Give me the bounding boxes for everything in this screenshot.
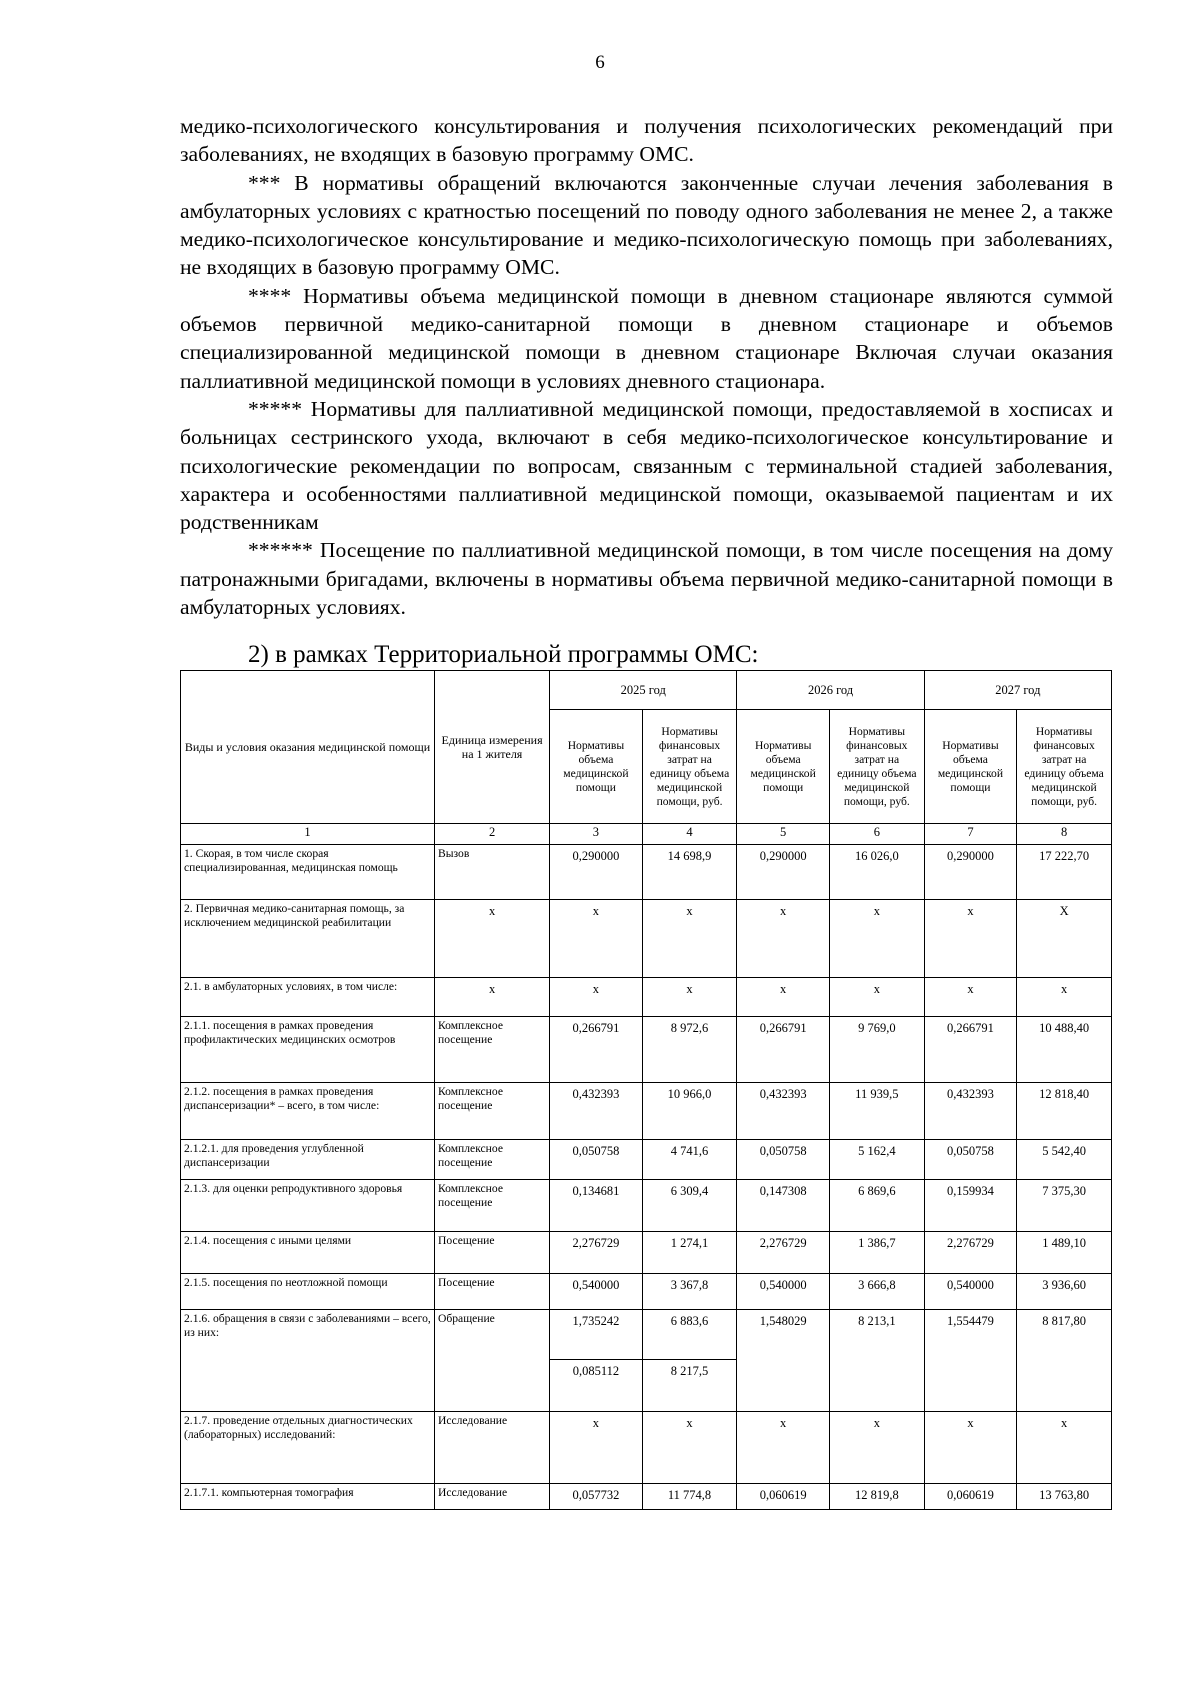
row-value: x [924,978,1017,1017]
row-value: 2,276729 [550,1232,643,1274]
header-cost-2025: Нормативы финансовых затрат на единицу объема медицинской помощи, руб. [642,710,737,824]
row-name: 2.1.1. посещения в рамках проведения профилактических медицинских осмотров [181,1017,435,1083]
row-value: 11 939,5 [829,1083,924,1140]
header-cost-2026: Нормативы финансовых затрат на единицу объема медицинской помощи, руб. [829,710,924,824]
footnotes [180,112,1113,621]
row-name: 2.1.7. проведение отдельных диагностических (лабораторных) исследований: [181,1412,435,1484]
row-value: 0,060619 [737,1484,830,1510]
row-name: 2.1.2. посещения в рамках проведения диспансеризации* – всего, в том числе: [181,1083,435,1140]
row-value: X [1017,900,1112,978]
row-value: 6 883,6 [642,1310,737,1360]
row-unit: Посещение [434,1274,549,1310]
row-value: x [642,978,737,1017]
row-value: 0,432393 [550,1083,643,1140]
row-value: 0,432393 [737,1083,830,1140]
row-value: 8 972,6 [642,1017,737,1083]
row-value: 7 375,30 [1017,1180,1112,1232]
header-year-2027: 2027 год [924,671,1111,710]
page-number: 6 [595,52,605,73]
row-value: x [829,900,924,978]
row-value: 0,266791 [737,1017,830,1083]
row-name: 2.1.7.1. компьютерная томография [181,1484,435,1510]
header-year-2026: 2026 год [737,671,924,710]
table-row [181,845,1112,900]
row-unit: Исследование [434,1412,549,1484]
row-value: 0,060619 [924,1484,1017,1510]
table-row [181,1232,1112,1274]
table-row [181,1083,1112,1140]
row-unit: x [434,900,549,978]
table-row [181,1412,1112,1484]
row-unit: Исследование [434,1484,549,1510]
row-value: x [737,1412,830,1484]
row-value: 1,548029 [737,1310,830,1412]
table-row [181,900,1112,978]
row-value: 0,266791 [550,1017,643,1083]
column-number: 1 [181,824,435,845]
row-value: 2,276729 [737,1232,830,1274]
row-value: 6 869,6 [829,1180,924,1232]
row-value: x [924,1412,1017,1484]
row-value: 12 818,40 [1017,1083,1112,1140]
row-value: 1,554479 [924,1310,1017,1412]
row-value: 3 666,8 [829,1274,924,1310]
row-value: 14 698,9 [642,845,737,900]
row-name: 2.1.2.1. для проведения углубленной диспансеризации [181,1140,435,1180]
table-row [181,1180,1112,1232]
row-unit: x [434,978,549,1017]
row-value: 10 966,0 [642,1083,737,1140]
row-unit: Комплексное посещение [434,1017,549,1083]
row-value: x [642,1412,737,1484]
row-name: 2.1. в амбулаторных условиях, в том числе: [181,978,435,1017]
table-row [181,1484,1112,1510]
row-value: 3 367,8 [642,1274,737,1310]
row-value: 10 488,40 [1017,1017,1112,1083]
row-value: x [550,900,643,978]
row-value: 16 026,0 [829,845,924,900]
table-row [181,1017,1112,1083]
row-value: 11 774,8 [642,1484,737,1510]
row-value: 0,540000 [550,1274,643,1310]
row-value: 0,290000 [737,845,830,900]
row-value: 0,147308 [737,1180,830,1232]
row-value: x [829,1412,924,1484]
row-value: x [550,1412,643,1484]
row-value: 0,050758 [550,1140,643,1180]
row-name: 1. Скорая, в том числе скорая специализированная, медицинская помощь [181,845,435,900]
row-value: 0,266791 [924,1017,1017,1083]
row-value: 0,050758 [924,1140,1017,1180]
header-volume-2027: Нормативы объема медицинской помощи [924,710,1017,824]
row-value: 17 222,70 [1017,845,1112,900]
row-value: 6 309,4 [642,1180,737,1232]
row-value: 5 162,4 [829,1140,924,1180]
footnote-6-stars: ****** Посещение по паллиативной медицинской помощи, в том числе посещения на дому патронажными бригадами, включены в нормативы объема первичной медико-санитарной помощи в амбулаторных условиях. [180,538,1113,620]
row-unit: Посещение [434,1232,549,1274]
row-value: x [924,900,1017,978]
row-value: 3 936,60 [1017,1274,1112,1310]
footnote-4-stars: **** Нормативы объема медицинской помощи в дневном стационаре являются суммой объемов первичной медико-санитарной помощи в дневном стационаре и объемов специализированной медицинской помощи в дневном стационаре Включая случаи оказания паллиативной медицинской помощи в условиях дневного стационара. [180,283,1113,393]
row-value: x [1017,978,1112,1017]
column-number: 8 [1017,824,1112,845]
row-value: 0,159934 [924,1180,1017,1232]
row-value: x [829,978,924,1017]
row-name: 2.1.6. обращения в связи с заболеваниями – всего, из них: [181,1310,435,1412]
row-unit: Обращение [434,1310,549,1412]
row-value: 5 542,40 [1017,1140,1112,1180]
header-cost-2027: Нормативы финансовых затрат на единицу объема медицинской помощи, руб. [1017,710,1112,824]
header-unit: Единица измерения на 1 жителя [434,671,549,824]
row-unit: Комплексное посещение [434,1180,549,1232]
row-value: 1 489,10 [1017,1232,1112,1274]
column-number: 6 [829,824,924,845]
norms-table [180,670,1112,1510]
row-value: 1 274,1 [642,1232,737,1274]
row-value: 8 213,1 [829,1310,924,1412]
row-value: 9 769,0 [829,1017,924,1083]
row-value: x [642,900,737,978]
footnote-continuation: медико-психологического консультирования и получения психологических рекомендаций при заболеваниях, не входящих в базовую программу ОМС. [180,114,1113,167]
header-volume-2025: Нормативы объема медицинской помощи [550,710,643,824]
row-value: x [737,900,830,978]
header-type: Виды и условия оказания медицинской помощи [181,671,435,824]
footnote-3-stars: *** В нормативы обращений включаются законченные случаи лечения заболевания в амбулаторных условиях с кратностью посещений по поводу одного заболевания не менее 2, а также медико-психологическое консультирование и медико-психологическую помощь при заболеваниях, не входящих в базовую программу ОМС. [180,170,1113,280]
row-value: 12 819,8 [829,1484,924,1510]
row-value: x [1017,1412,1112,1484]
row-unit: Комплексное посещение [434,1140,549,1180]
row-value: 0,290000 [550,845,643,900]
row-value: 2,276729 [924,1232,1017,1274]
row-unit: Комплексное посещение [434,1083,549,1140]
row-value: x [737,978,830,1017]
column-number: 4 [642,824,737,845]
row-value: x [550,978,643,1017]
row-value: 0,540000 [737,1274,830,1310]
table-row [181,1140,1112,1180]
table-row [181,1274,1112,1310]
row-value: 0,432393 [924,1083,1017,1140]
row-value: 0,540000 [924,1274,1017,1310]
row-name: 2.1.3. для оценки репродуктивного здоровья [181,1180,435,1232]
row-name: 2. Первичная медико-санитарная помощь, за исключением медицинской реабилитации [181,900,435,978]
column-number: 3 [550,824,643,845]
column-numbers-row [181,824,1112,845]
row-name: 2.1.5. посещения по неотложной помощи [181,1274,435,1310]
row-unit: Вызов [434,845,549,900]
column-number: 7 [924,824,1017,845]
row-value: 0,134681 [550,1180,643,1232]
footnote-5-stars: ***** Нормативы для паллиативной медицинской помощи, предоставляемой в хосписах и больницах сестринского ухода, включают в себя медико-психологическое консультирование и психологические рекомендации по вопросам, связанным с терминальной стадией заболевания, характера и особенностями паллиативной медицинской помощи, оказываемой пациентам и их родственникам [180,396,1113,535]
row-value: 0,057732 [550,1484,643,1510]
header-year-2025: 2025 год [550,671,737,710]
row-value: 4 741,6 [642,1140,737,1180]
row-value: 13 763,80 [1017,1484,1112,1510]
header-volume-2026: Нормативы объема медицинской помощи [737,710,830,824]
column-number: 5 [737,824,830,845]
row-value: 0,050758 [737,1140,830,1180]
row-value: 1 386,7 [829,1232,924,1274]
column-number: 2 [434,824,549,845]
row-name: 2.1.4. посещения с иными целями [181,1232,435,1274]
row-value: 8 217,5 [642,1360,737,1412]
section-title: 2) в рамках Территориальной программы ОМС: [248,641,759,668]
row-value: 0,290000 [924,845,1017,900]
row-value: 0,085112 [550,1360,643,1412]
table-row [181,978,1112,1017]
row-value: 8 817,80 [1017,1310,1112,1412]
table-row [181,1310,1112,1360]
row-value: 1,735242 [550,1310,643,1360]
